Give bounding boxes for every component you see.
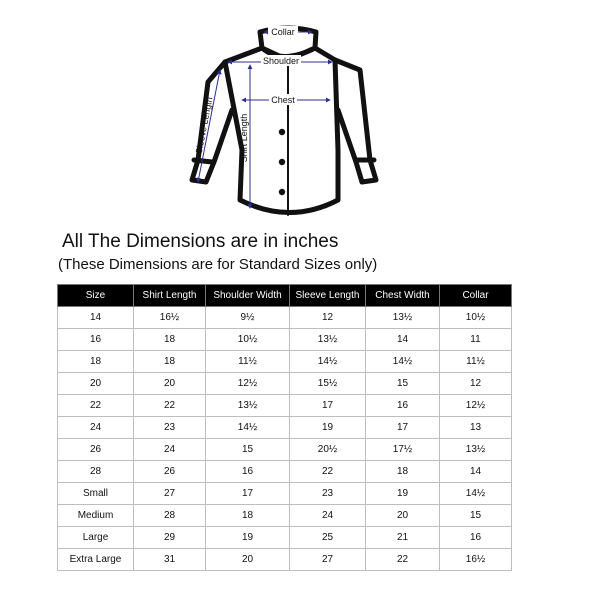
cell-shirt-length: 27 <box>134 483 206 505</box>
cell-shirt-length: 18 <box>134 329 206 351</box>
cell-shoulder-width: 9½ <box>206 307 290 329</box>
cell-shirt-length: 20 <box>134 373 206 395</box>
cell-collar: 10½ <box>440 307 512 329</box>
cell-size: 14 <box>58 307 134 329</box>
table-row <box>58 329 512 351</box>
table-header-row <box>58 285 512 307</box>
table-row <box>58 351 512 373</box>
cell-collar: 11½ <box>440 351 512 373</box>
cell-sleeve-length: 23 <box>290 483 366 505</box>
cell-chest-width: 22 <box>366 549 440 571</box>
cell-collar: 15 <box>440 505 512 527</box>
cell-shirt-length: 16½ <box>134 307 206 329</box>
cell-shoulder-width: 10½ <box>206 329 290 351</box>
cell-collar: 12 <box>440 373 512 395</box>
cell-shirt-length: 28 <box>134 505 206 527</box>
table-row <box>58 307 512 329</box>
table-row <box>58 549 512 571</box>
table-row <box>58 483 512 505</box>
cell-chest-width: 18 <box>366 461 440 483</box>
cell-shirt-length: 22 <box>134 395 206 417</box>
cell-shoulder-width: 11½ <box>206 351 290 373</box>
cell-sleeve-length: 19 <box>290 417 366 439</box>
cell-chest-width: 14½ <box>366 351 440 373</box>
cell-chest-width: 16 <box>366 395 440 417</box>
cell-shoulder-width: 12½ <box>206 373 290 395</box>
cell-shirt-length: 31 <box>134 549 206 571</box>
shoulder-label: Shoulder <box>262 56 300 66</box>
cell-chest-width: 19 <box>366 483 440 505</box>
table-row <box>58 439 512 461</box>
cell-chest-width: 20 <box>366 505 440 527</box>
cell-shoulder-width: 19 <box>206 527 290 549</box>
chest-label: Chest <box>271 95 295 105</box>
shirt-length-label: Shirt Length <box>239 113 249 163</box>
collar-label: Collar <box>271 27 295 37</box>
cell-shoulder-width: 16 <box>206 461 290 483</box>
cell-size: 20 <box>58 373 134 395</box>
cell-collar: 12½ <box>440 395 512 417</box>
table-row <box>58 395 512 417</box>
cell-size: 22 <box>58 395 134 417</box>
cell-chest-width: 17 <box>366 417 440 439</box>
cell-collar: 14½ <box>440 483 512 505</box>
cell-shoulder-width: 15 <box>206 439 290 461</box>
cell-collar: 16½ <box>440 549 512 571</box>
cell-shoulder-width: 14½ <box>206 417 290 439</box>
table-row <box>58 461 512 483</box>
cell-shoulder-width: 20 <box>206 549 290 571</box>
cell-shirt-length: 18 <box>134 351 206 373</box>
cell-sleeve-length: 24 <box>290 505 366 527</box>
header-shirt-length: Shirt Length <box>134 285 206 307</box>
cell-size: 26 <box>58 439 134 461</box>
table-row <box>58 417 512 439</box>
header-shoulder-width: Shoulder Width <box>206 285 290 307</box>
cell-collar: 13 <box>440 417 512 439</box>
cell-shoulder-width: 18 <box>206 505 290 527</box>
header-collar: Collar <box>440 285 512 307</box>
cell-shoulder-width: 17 <box>206 483 290 505</box>
cell-shirt-length: 24 <box>134 439 206 461</box>
cell-collar: 14 <box>440 461 512 483</box>
cell-collar: 11 <box>440 329 512 351</box>
header-chest-width: Chest Width <box>366 285 440 307</box>
cell-shoulder-width: 13½ <box>206 395 290 417</box>
table-row <box>58 527 512 549</box>
cell-sleeve-length: 20½ <box>290 439 366 461</box>
table-row <box>58 373 512 395</box>
dimensions-heading: All The Dimensions are in inches <box>62 231 339 252</box>
cell-sleeve-length: 27 <box>290 549 366 571</box>
cell-chest-width: 14 <box>366 329 440 351</box>
cell-sleeve-length: 13½ <box>290 329 366 351</box>
cell-sleeve-length: 22 <box>290 461 366 483</box>
table-row <box>58 505 512 527</box>
cell-size: Extra Large <box>58 549 134 571</box>
cell-chest-width: 13½ <box>366 307 440 329</box>
cell-sleeve-length: 15½ <box>290 373 366 395</box>
cell-collar: 16 <box>440 527 512 549</box>
cell-size: 16 <box>58 329 134 351</box>
header-size: Size <box>58 285 134 307</box>
cell-sleeve-length: 25 <box>290 527 366 549</box>
cell-chest-width: 21 <box>366 527 440 549</box>
cell-size: Medium <box>58 505 134 527</box>
cell-size: 24 <box>58 417 134 439</box>
cell-size: Small <box>58 483 134 505</box>
cell-size: 18 <box>58 351 134 373</box>
cell-size: 28 <box>58 461 134 483</box>
cell-shirt-length: 23 <box>134 417 206 439</box>
header-sleeve-length: Sleeve Length <box>290 285 366 307</box>
dimensions-subheading: (These Dimensions are for Standard Sizes only) <box>58 256 378 273</box>
cell-sleeve-length: 14½ <box>290 351 366 373</box>
cell-chest-width: 17½ <box>366 439 440 461</box>
cell-collar: 13½ <box>440 439 512 461</box>
sleeve-length-label: Sleeve Length <box>193 96 215 155</box>
shirt-diagram <box>170 10 410 232</box>
size-chart-table <box>57 284 512 571</box>
shirt-icon <box>170 10 410 232</box>
cell-size: Large <box>58 527 134 549</box>
cell-chest-width: 15 <box>366 373 440 395</box>
cell-sleeve-length: 12 <box>290 307 366 329</box>
cell-shirt-length: 29 <box>134 527 206 549</box>
cell-sleeve-length: 17 <box>290 395 366 417</box>
cell-shirt-length: 26 <box>134 461 206 483</box>
